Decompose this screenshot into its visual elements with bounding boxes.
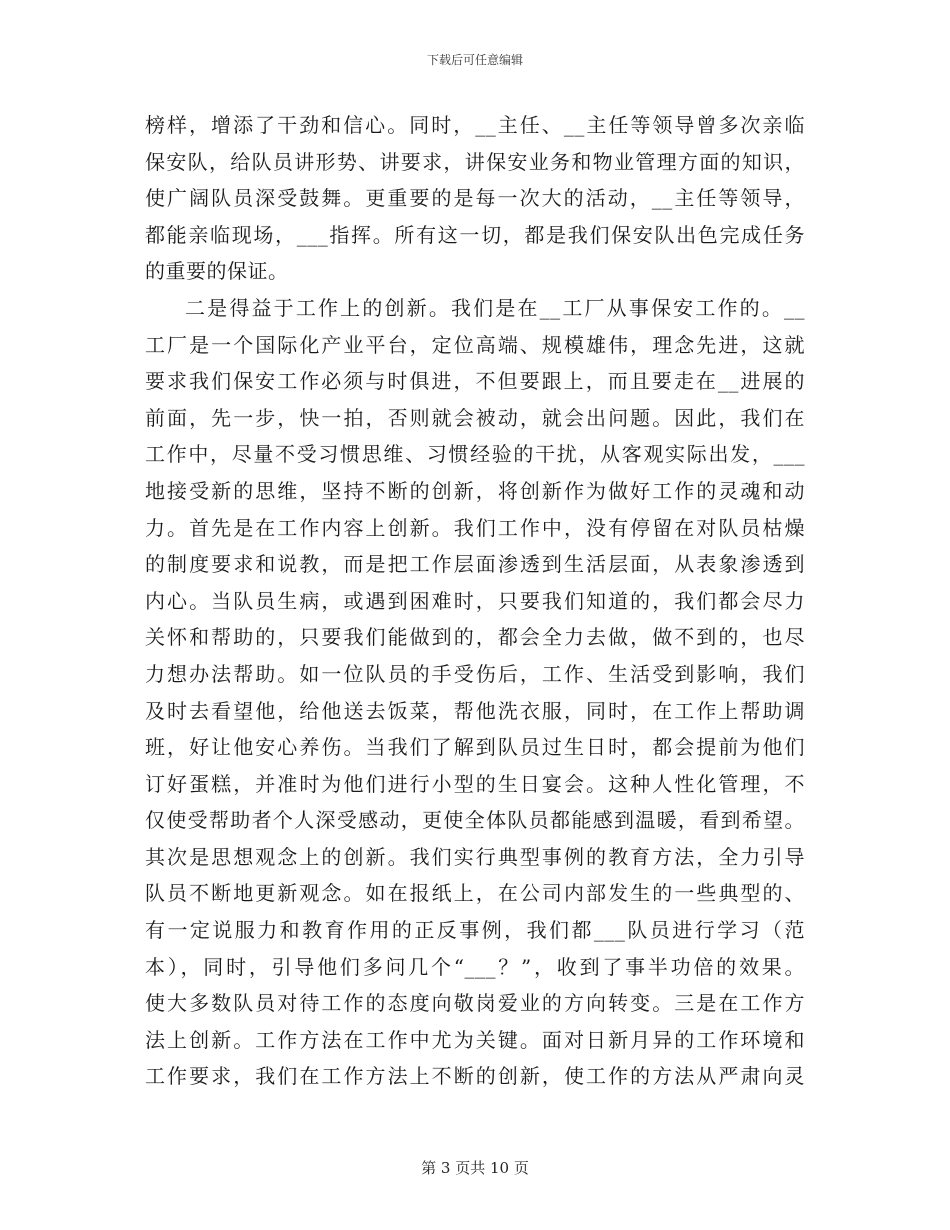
document-body — [145, 107, 805, 1095]
text-line: 力想办法帮助。如一位队员的手受伤后，工作、生活受到影响，我们 — [145, 661, 805, 686]
text-line: 都能亲临现场，___指挥。所有这一切，都是我们保安队出色完成任务 — [145, 222, 805, 247]
text-line: 力。首先是在工作内容上创新。我们工作中，没有停留在对队员枯燥 — [145, 515, 805, 540]
page-header: 下载后可任意编辑 — [426, 53, 523, 67]
text-line: 的制度要求和说教，而是把工作层面渗透到生活层面，从表象渗透到 — [145, 552, 805, 577]
text-line: 关怀和帮助的，只要我们能做到的，都会全力去做，做不到的，也尽 — [145, 625, 805, 650]
text-line: 使大多数队员对待工作的态度向敬岗爱业的方向转变。三是在工作方 — [145, 991, 805, 1016]
text-line: 本），同时，引导他们多问几个“___？”，收到了事半功倍的效果。 — [145, 954, 805, 979]
text-line: 仅使受帮助者个人深受感动，更使全体队员都能感到温暖，看到希望。 — [145, 808, 805, 833]
text-line: 前面，先一步，快一拍，否则就会被动，就会出问题。因此，我们在 — [145, 405, 805, 430]
paragraph-start-line: 二是得益于工作上的创新。我们是在__工厂从事保安工作的。__ — [185, 295, 805, 320]
text-line: 法上创新。工作方法在工作中尤为关键。面对日新月异的工作环境和 — [145, 1027, 805, 1052]
text-line: 保安队，给队员讲形势、讲要求，讲保安业务和物业管理方面的知识， — [145, 149, 805, 174]
text-line: 工厂是一个国际化产业平台，定位高端、规模雄伟，理念先进，这就 — [145, 332, 805, 357]
text-line: 内心。当队员生病，或遇到困难时，只要我们知道的，我们都会尽力 — [145, 588, 805, 613]
text-line: 地接受新的思维，坚持不断的创新，将创新作为做好工作的灵魂和动 — [145, 478, 805, 503]
text-line: 工作要求，我们在工作方法上不断的创新，使工作的方法从严肃向灵 — [145, 1064, 805, 1089]
text-line: 的重要的保证。 — [145, 259, 289, 284]
text-line: 有一定说服力和教育作用的正反事例，我们都___队员进行学习（范 — [145, 918, 805, 943]
text-line: 队员不断地更新观念。如在报纸上，在公司内部发生的一些典型的、 — [145, 881, 805, 906]
text-line: 使广阔队员深受鼓舞。更重要的是每一次大的活动，__主任等领导， — [145, 186, 805, 211]
text-line: 及时去看望他，给他送去饭菜，帮他洗衣服，同时，在工作上帮助调 — [145, 698, 805, 723]
text-line: 要求我们保安工作必须与时俱进，不但要跟上，而且要走在__进展的 — [145, 369, 805, 394]
page-number: 第 3 页共 10 页 — [421, 1159, 529, 1177]
text-line: 订好蛋糕，并准时为他们进行小型的生日宴会。这种人性化管理，不 — [145, 771, 805, 796]
text-line: 班，好让他安心养伤。当我们了解到队员过生日时，都会提前为他们 — [145, 735, 805, 760]
text-line: 工作中，尽量不受习惯思维、习惯经验的干扰，从客观实际出发，___ — [145, 442, 805, 467]
text-line: 其次是思想观念上的创新。我们实行典型事例的教育方法，全力引导 — [145, 844, 805, 869]
text-line: 榜样，增添了干劲和信心。同时，__主任、__主任等领导曾多次亲临 — [145, 113, 805, 137]
